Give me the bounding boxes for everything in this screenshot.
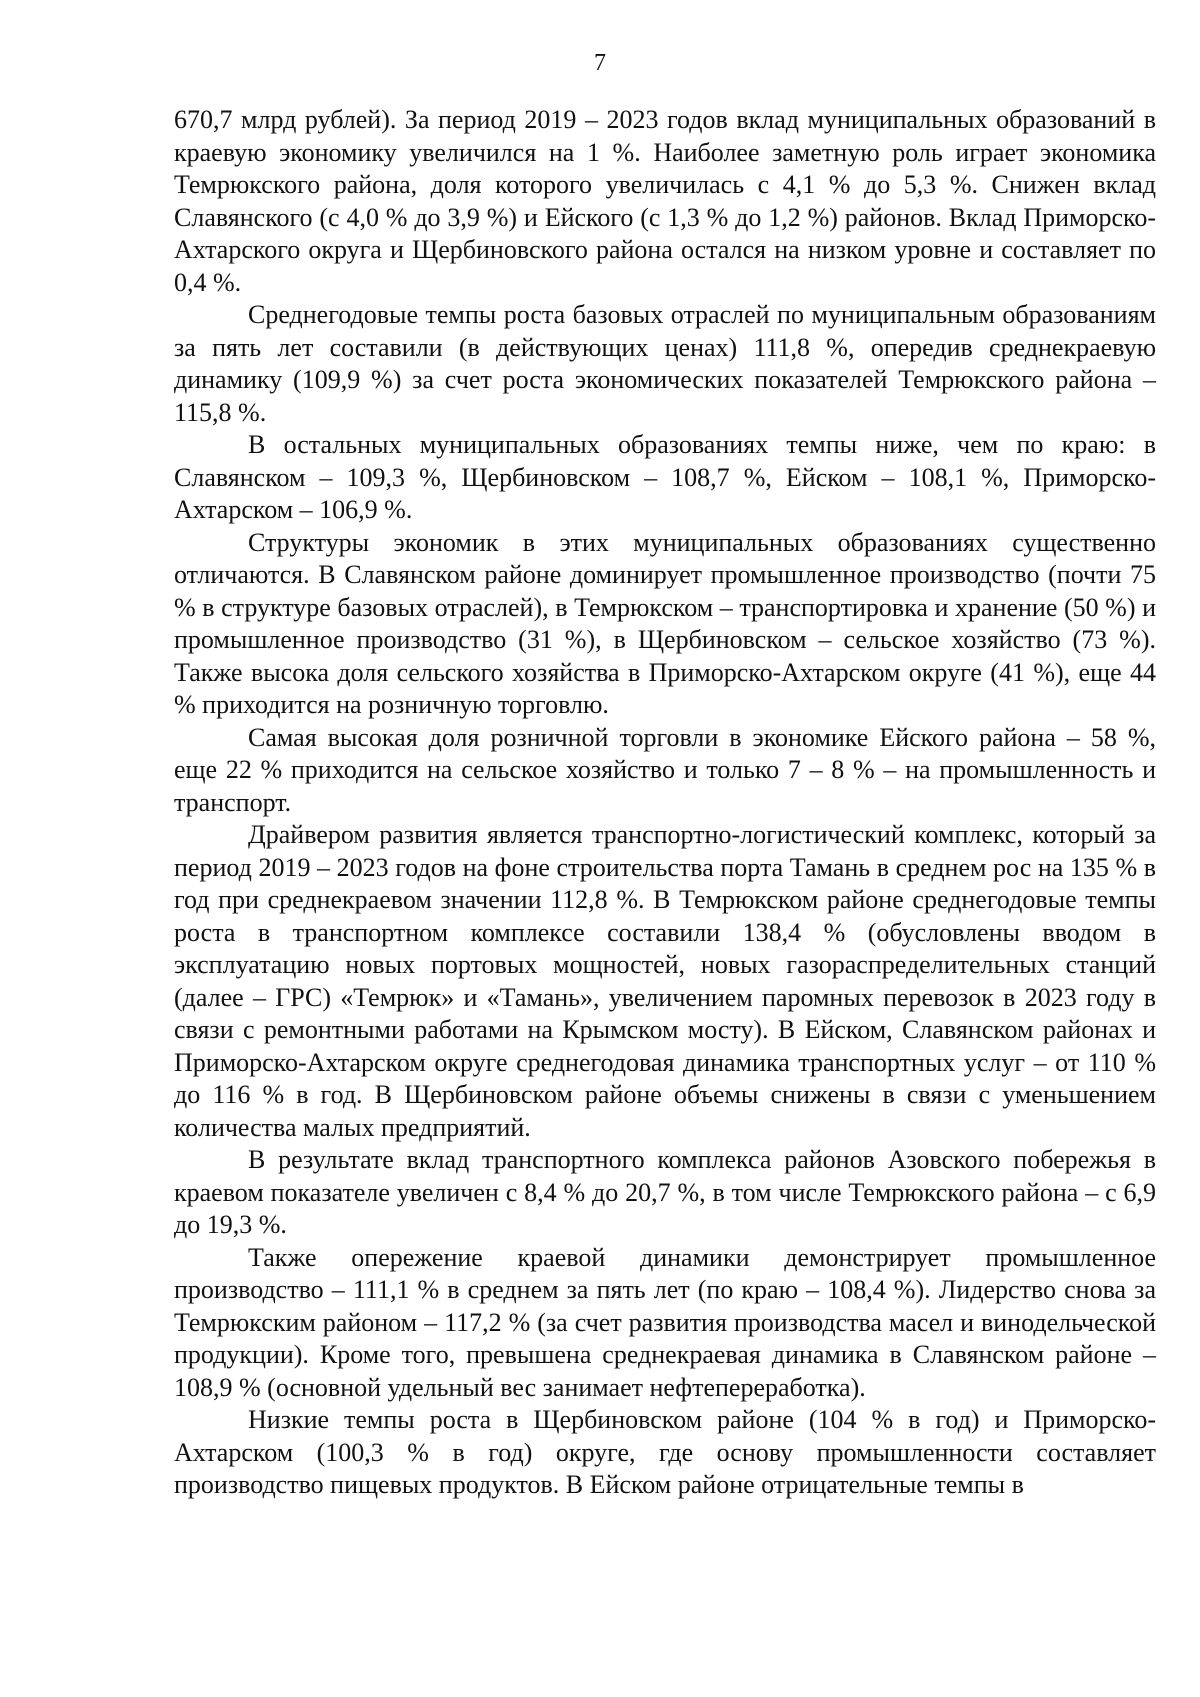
paragraph-6: Драйвером развития является транспортно-логистический комплекс, который за период 2019 – 2023 годов на фоне строительства порта Тамань в среднем рос на 135 % в год при среднекраевом значении 112,8 %. В Темрюкском районе среднегодовые темпы роста в транспортном комплексе составили 138,4 % (обусловлены вводом в эксплуатацию новых портовых мощностей, новых газораспределительных станций (далее – ГРС) «Темрюк» и «Тамань», увеличением паромных перевозок в 2023 году в связи с ремонтными работами на Крымском мосту). В Ейском, Славянском районах и Приморско-Ахтарском округе среднегодовая динамика транспортных услуг – от 110 % до 116 % в год. В Щербиновском районе объемы снижены в связи с уменьшением количества малых предприятий. xyxy=(174,820,1156,1142)
document-body xyxy=(174,104,1156,1502)
paragraph-3: В остальных муниципальных образованиях темпы ниже, чем по краю: в Славянском – 109,3 %, Щербиновском – 108,7 %, Ейском – 108,1 %, Приморско-Ахтарском – 106,9 %. xyxy=(174,430,1156,524)
paragraph-5: Самая высокая доля розничной торговли в экономике Ейского района – 58 %, еще 22 % приходится на сельское хозяйство и только 7 – 8 % – на промышленность и транспорт. xyxy=(174,722,1156,817)
paragraph-4: Структуры экономик в этих муниципальных образованиях существенно отличаются. В Славянском районе доминирует промышленное производство (почти 75 % в структуре базовых отраслей), в Темрюкском – транспортировка и хранение (50 %) и промышленное производство (31 %), в Щербиновском – сельское хозяйство (73 %). Также высока доля сельского хозяйства в Приморско-Ахтарском округе (41 %), еще 44 % приходится на розничную торговлю. xyxy=(174,527,1156,719)
paragraph-9: Низкие темпы роста в Щербиновском районе (104 % в год) и Приморско-Ахтарском (100,3 % в год) округе, где основу промышленности составляет производство пищевых продуктов. В Ейском районе отрицательные темпы в xyxy=(174,1405,1156,1499)
paragraph-8: Также опережение краевой динамики демонстрирует промышленное производство – 111,1 % в среднем за пять лет (по краю – 108,4 %). Лидерство снова за Темрюкским районом – 117,2 % (за счет развития производства масел и винодельческой продукции). Кроме того, превышена среднекраевая динамика в Славянском районе – 108,9 % (основной удельный вес занимает нефтепереработка). xyxy=(174,1242,1156,1402)
paragraph-1: 670,7 млрд рублей). За период 2019 – 2023 годов вклад муниципальных образований в краевую экономику увеличился на 1 %. Наиболее заметную роль играет экономика Темрюкского района, доля которого увеличилась с 4,1 % до 5,3 %. Снижен вклад Славянского (с 4,0 % до 3,9 %) и Ейского (с 1,3 % до 1,2 %) районов. Вклад Приморско-Ахтарского округа и Щербиновского района остался на низком уровне и составляет по 0,4 %. xyxy=(174,105,1156,297)
paragraph-7: В результате вклад транспортного комплекса районов Азовского побережья в краевом показателе увеличен с 8,4 % до 20,7 %, в том числе Темрюкского района – с 6,9 до 19,3 %. xyxy=(174,1145,1156,1239)
page-number: 7 xyxy=(594,50,606,76)
paragraph-2: Среднегодовые темпы роста базовых отраслей по муниципальным образованиям за пять лет составили (в действующих ценах) 111,8 %, опередив среднекраевую динамику (109,9 %) за счет роста экономических показателей Темрюкского района –115,8 %. xyxy=(174,300,1156,427)
